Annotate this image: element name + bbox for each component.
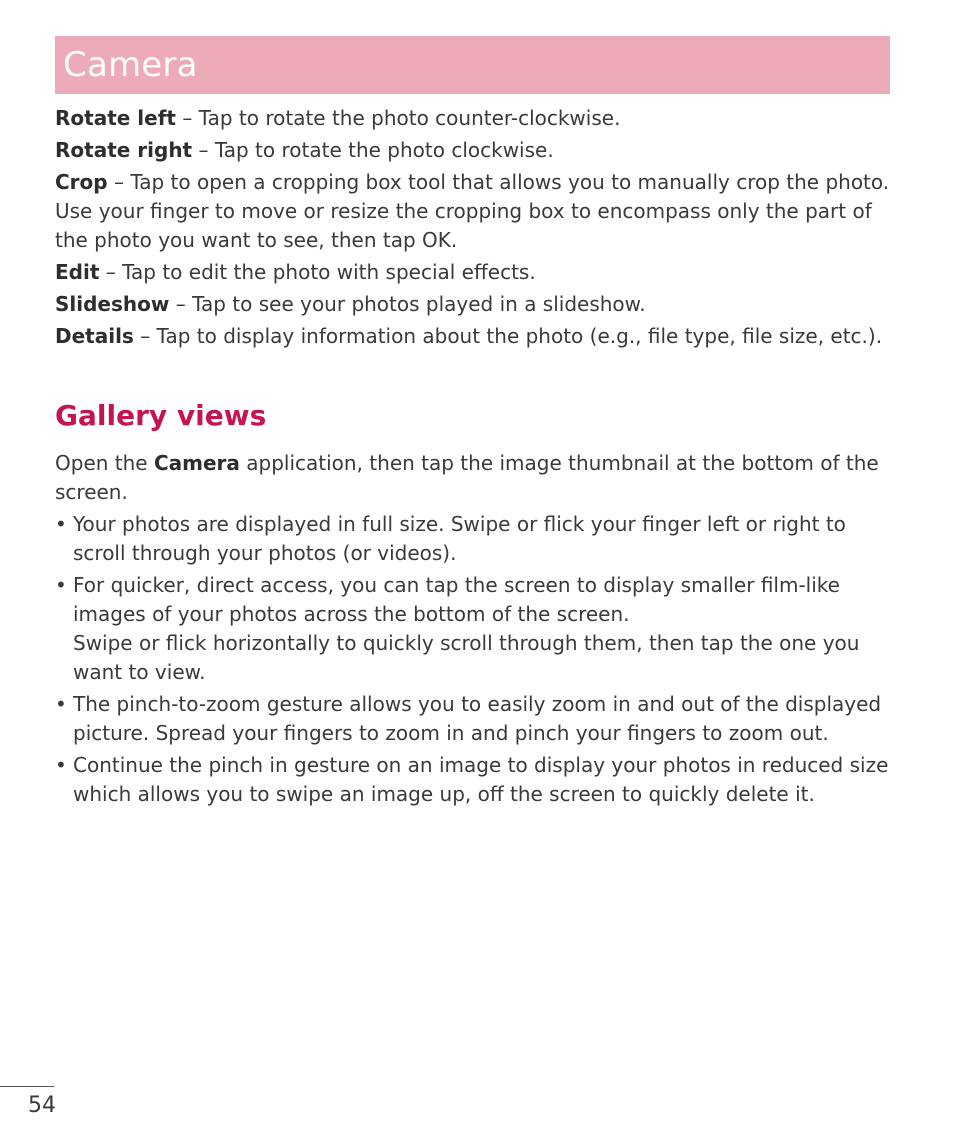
bullet-icon: •: [55, 692, 67, 716]
option-term: Details: [55, 324, 134, 348]
option-rotate-right: [55, 136, 895, 165]
gallery-views-heading: Gallery views: [55, 399, 267, 432]
option-term: Rotate right: [55, 138, 193, 162]
intro-app-name: Camera: [153, 451, 240, 475]
footer-divider: [0, 1086, 54, 1087]
page-content: [55, 104, 895, 812]
option-rotate-left: [55, 104, 895, 133]
option-description: – Tap to rotate the photo counter-clockwise.: [175, 106, 621, 130]
list-item: [55, 690, 895, 748]
option-term: Rotate left: [55, 106, 176, 130]
intro-text-before: Open the: [55, 451, 154, 475]
gallery-intro: [55, 449, 895, 507]
option-description: – Tap to see your photos played in a slideshow.: [169, 292, 646, 316]
option-term: Edit: [55, 260, 100, 284]
bullet-icon: •: [55, 512, 67, 536]
bullet-text: The pinch-to-zoom gesture allows you to easily zoom in and out of the displayed picture. Spread your fingers to zoom in and pinch your fingers to zoom out.: [73, 692, 882, 745]
bullet-text: Your photos are displayed in full size. Swipe or flick your finger left or right to scroll through your photos (or videos).: [73, 512, 846, 565]
option-description: – Tap to display information about the photo (e.g., file type, file size, etc.).: [133, 324, 883, 348]
bullet-text: For quicker, direct access, you can tap the screen to display smaller film-like images of your photos across the bottom of the screen.: [73, 573, 840, 626]
bullet-text: Continue the pinch in gesture on an image to display your photos in reduced size which allows you to swipe an image up, off the screen to quickly delete it.: [73, 753, 889, 806]
bullet-icon: •: [55, 753, 67, 777]
section-title: Camera: [63, 45, 198, 85]
list-item: [55, 510, 895, 568]
intro-text-after: application, then tap the image thumbnail at the bottom of the screen.: [55, 451, 879, 504]
option-description: – Tap to open a cropping box tool that allows you to manually crop the photo. Use your finger to move or resize the cropping box to encompass only the part of the photo you want to see, then tap OK.: [55, 170, 890, 252]
option-edit: [55, 258, 895, 287]
option-term: Slideshow: [55, 292, 170, 316]
option-term: Crop: [55, 170, 108, 194]
option-description: – Tap to rotate the photo clockwise.: [192, 138, 554, 162]
gallery-bullet-list: [55, 510, 895, 809]
bullet-extra-text: Swipe or flick horizontally to quickly scroll through them, then tap the one you want to view.: [73, 631, 860, 684]
list-item: [55, 751, 895, 809]
option-description: – Tap to edit the photo with special effects.: [99, 260, 536, 284]
option-details: [55, 322, 895, 351]
section-header-band: [55, 36, 890, 94]
bullet-icon: •: [55, 573, 67, 597]
option-slideshow: [55, 290, 895, 319]
list-item: [55, 571, 895, 687]
page-number: 54: [28, 1093, 56, 1118]
option-crop: [55, 168, 895, 255]
